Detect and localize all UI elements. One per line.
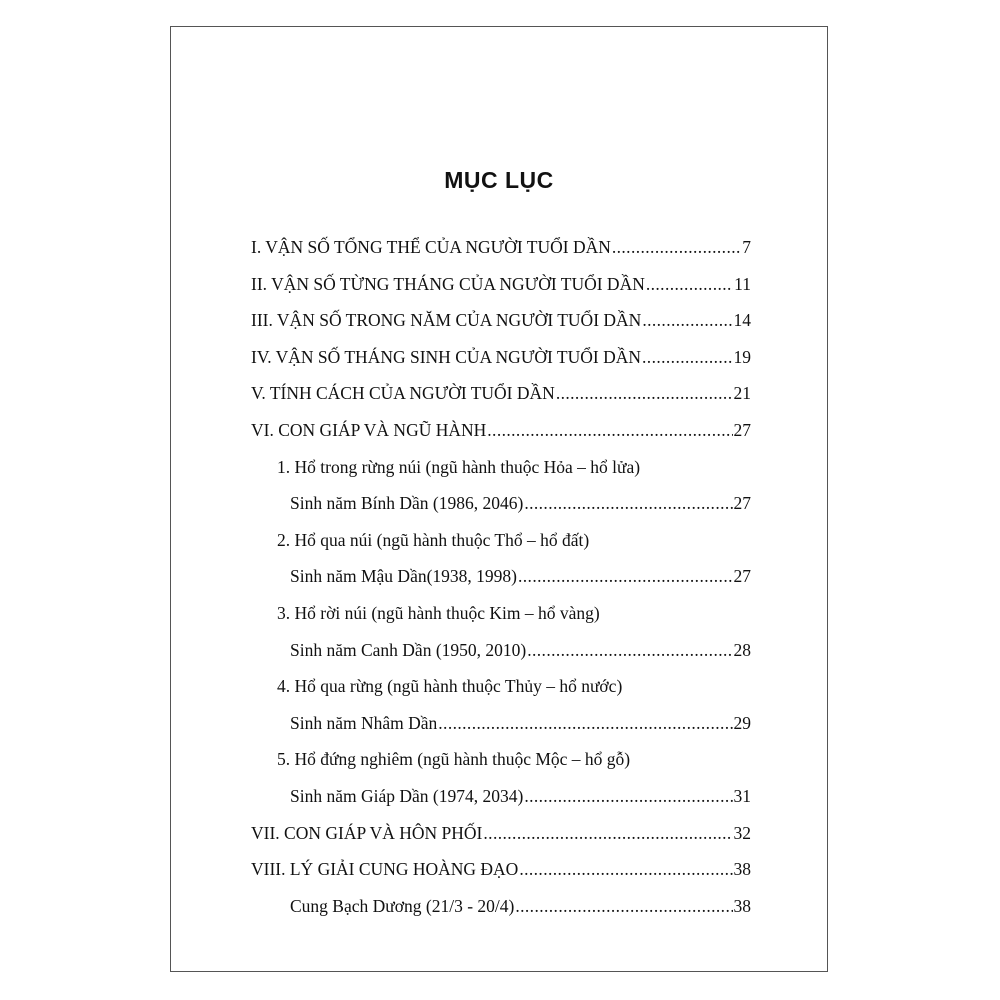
toc-entry-text: Cung Bạch Dương (21/3 - 20/4) [290,895,515,916]
toc-page-number: 31 [733,785,751,806]
toc-subentry [251,896,751,933]
toc-section-entry [251,274,751,311]
toc-subentry [251,493,751,530]
toc-entry-text: Sinh năm Nhâm Dần [290,712,438,733]
toc-dot-leader [642,310,732,331]
toc-page-number: 29 [733,712,751,733]
toc-dot-leader [483,823,732,844]
toc-subsection-heading [251,749,751,786]
toc-section-entry [251,310,751,347]
toc-entry-text: 4. Hổ qua rừng (ngũ hành thuộc Thủy – hổ nước) [277,676,623,697]
toc-entry-text: 3. Hổ rời núi (ngũ hành thuộc Kim – hổ vàng) [277,602,600,623]
toc-section-entry [251,823,751,860]
toc-dot-leader [524,786,732,807]
toc-page-number: 28 [733,639,751,660]
toc-list [251,237,751,932]
toc-page-number: 7 [742,237,751,257]
toc-entry-text: VI. CON GIÁP VÀ NGŨ HÀNH [251,419,487,440]
toc-entry-text: V. TÍNH CÁCH CỦA NGƯỜI TUỔI DẦN [251,383,555,404]
toc-page-number: 38 [733,859,751,880]
toc-dot-leader [438,713,732,734]
toc-section-entry [251,383,751,420]
toc-entry-text: 2. Hổ qua núi (ngũ hành thuộc Thổ – hổ đất) [277,529,590,550]
toc-subentry [251,640,751,677]
toc-subsection-heading [251,530,751,567]
toc-page-number: 32 [733,822,751,843]
toc-page-number: 38 [733,895,751,916]
toc-entry-text: 1. Hổ trong rừng núi (ngũ hành thuộc Hỏa – hổ lửa) [277,456,641,477]
toc-entry-text: III. VẬN SỐ TRONG NĂM CỦA NGƯỜI TUỔI DẦN [251,310,642,331]
toc-section-entry [251,347,751,384]
toc-dot-leader [612,237,741,258]
toc-dot-leader [487,420,732,441]
toc-subentry [251,566,751,603]
toc-page-number: 19 [733,346,751,367]
toc-subsection-heading [251,603,751,640]
toc-page-number: 11 [734,273,751,294]
toc-dot-leader [518,566,733,587]
toc-entry-text: Sinh năm Mậu Dần(1938, 1998) [290,566,517,587]
toc-subsection-heading [251,676,751,713]
toc-page-number: 27 [733,566,751,587]
toc-dot-leader [642,347,732,368]
toc-dot-leader [519,859,732,880]
toc-page-number: 27 [733,419,751,440]
page-title: MỤC LỤC [444,167,554,193]
toc-dot-leader [646,274,733,295]
toc-page-number: 14 [733,310,751,331]
toc-dot-leader [556,383,733,404]
toc-page-number: 27 [733,493,751,514]
toc-section-entry [251,859,751,896]
toc-subsection-heading [251,457,751,494]
toc-entry-text: VII. CON GIÁP VÀ HÔN PHỐI [251,822,483,843]
toc-section-entry [251,420,751,457]
toc-dot-leader [527,640,732,661]
toc-entry-text: Sinh năm Canh Dần (1950, 2010) [290,639,527,660]
document-page [170,26,828,972]
toc-section-entry [251,237,751,274]
toc-entry-text: VIII. LÝ GIẢI CUNG HOÀNG ĐẠO [251,859,519,880]
toc-entry-text: Sinh năm Giáp Dần (1974, 2034) [290,785,524,806]
toc-entry-text: 5. Hổ đứng nghiêm (ngũ hành thuộc Mộc – hổ gỗ) [277,749,631,770]
toc-entry-text: Sinh năm Bính Dần (1986, 2046) [290,493,524,514]
toc-subentry [251,713,751,750]
toc-subentry [251,786,751,823]
toc-entry-text: I. VẬN SỐ TỔNG THỂ CỦA NGƯỜI TUỔI DẦN [251,237,611,257]
toc-page-number: 21 [733,383,751,404]
toc-entry-text: IV. VẬN SỐ THÁNG SINH CỦA NGƯỜI TUỔI DẦN [251,346,642,367]
toc-entry-text: II. VẬN SỐ TỪNG THÁNG CỦA NGƯỜI TUỔI DẦN [251,273,645,294]
toc-dot-leader [515,896,732,917]
toc-dot-leader [524,493,732,514]
